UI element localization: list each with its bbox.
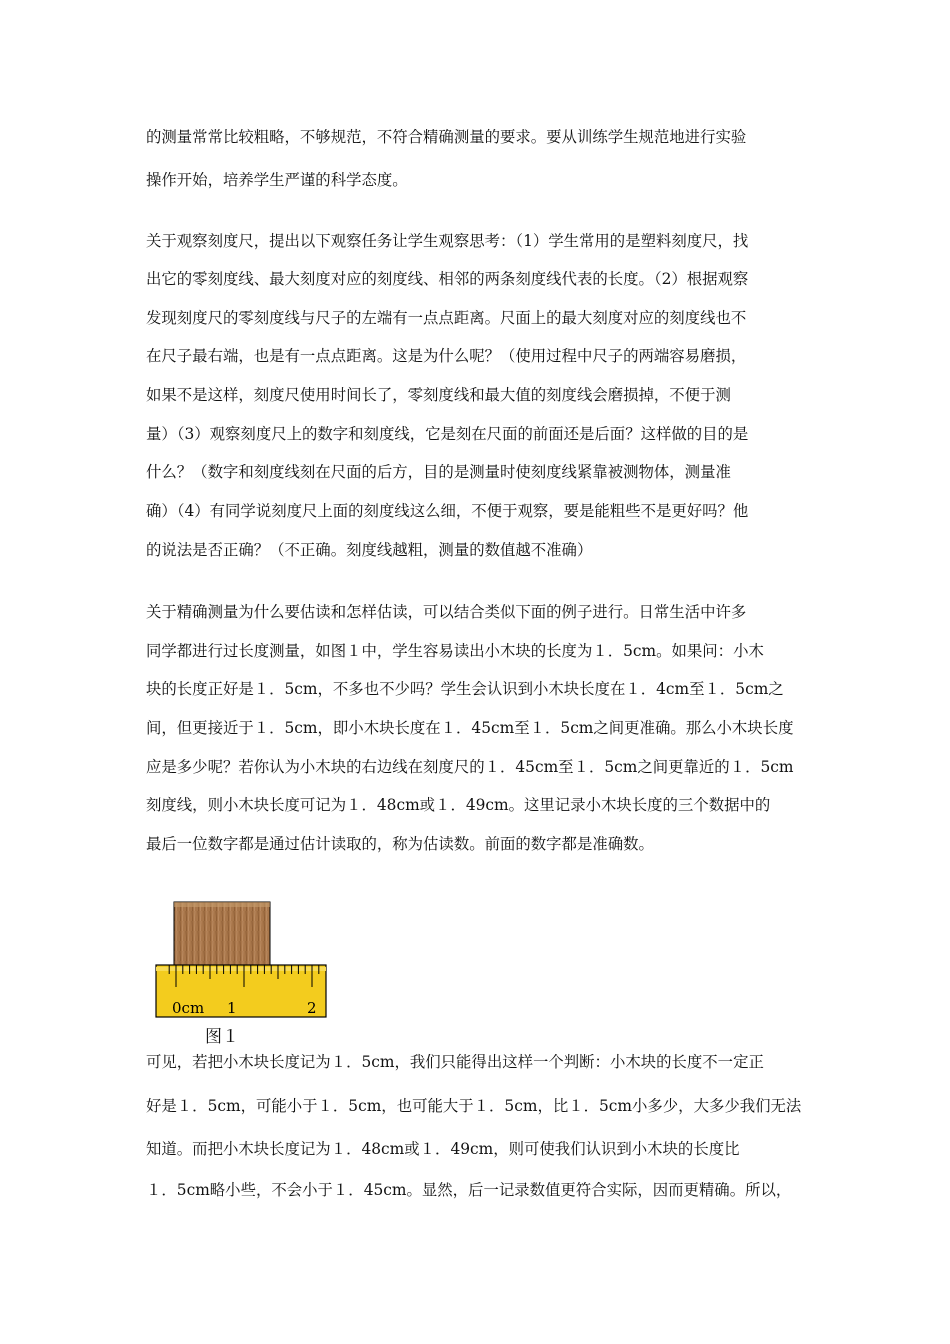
paragraph3-line: 刻度线，则小木块长度可记为１．48cm或１．49cm。这里记录小木块长度的三个数据中的 — [146, 796, 771, 814]
paragraph2-line: 在尺子最右端，也是有一点点距离。这是为什么呢？（使用过程中尺子的两端容易磨损， — [146, 347, 747, 365]
paragraph4-line: 好是１．5cm，可能小于１．5cm，也可能大于１．5cm，比１．5cm小多少，大多少我们无法 — [146, 1097, 802, 1115]
figure-caption: 图１ — [205, 1027, 239, 1047]
paragraph3-line: 关于精确测量为什么要估读和怎样估读，可以结合类似下面的例子进行。日常生活中许多 — [146, 603, 747, 621]
wood-block — [174, 902, 270, 965]
paragraph4-line: 知道。而把小木块长度记为１．48cm或１．49cm，则可使我们认识到小木块的长度比 — [146, 1140, 740, 1158]
paragraph2-line: 什么？（数字和刻度线刻在尺面的后方，目的是测量时使刻度线紧靠被测物体，测量准 — [146, 463, 731, 481]
paragraph3-line: 同学都进行过长度测量，如图１中，学生容易读出小木块的长度为１．5cm。如果问：小木 — [146, 642, 764, 660]
paragraph1-line: 的测量常常比较粗略，不够规范，不符合精确测量的要求。要从训练学生规范地进行实验 — [146, 128, 747, 146]
paragraph4-line: １．5cm略小些，不会小于１．45cm。显然，后一记录数值更符合实际，因而更精确。所以， — [146, 1181, 792, 1199]
paragraph2-line: 如果不是这样，刻度尺使用时间长了，零刻度线和最大值的刻度线会磨损掉，不便于测 — [146, 386, 731, 404]
paragraph2-line: 关于观察刻度尺，提出以下观察任务让学生观察思考：（1）学生常用的是塑料刻度尺，找 — [146, 232, 749, 250]
paragraph3-line: 应是多少呢？若你认为小木块的右边线在刻度尺的１．45cm至１．5cm之间更靠近的１．5cm — [146, 758, 794, 776]
paragraph3-line: 间，但更接近于１．5cm，即小木块长度在１．45cm至１．5cm之间更准确。那么小木块长度 — [146, 719, 794, 737]
paragraph2-line: 发现刻度尺的零刻度线与尺子的左端有一点点距离。尺面上的最大刻度对应的刻度线也不 — [146, 309, 747, 327]
ruler-label-1: 1 — [227, 999, 237, 1017]
ruler-label-2: 2 — [307, 999, 317, 1017]
paragraph3-line: 块的长度正好是１．5cm，不多也不少吗？学生会认识到小木块长度在１．4cm至１．5cm之 — [146, 680, 784, 698]
paragraph4-line: 可见，若把小木块长度记为１．5cm，我们只能得出这样一个判断：小木块的长度不一定正 — [146, 1053, 764, 1071]
ruler-label-0: 0cm — [172, 999, 205, 1017]
paragraph2-line: 的说法是否正确？（不正确。刻度线越粗，测量的数值越不准确） — [146, 541, 593, 559]
paragraph3-line: 最后一位数字都是通过估计读取的，称为估读数。前面的数字都是准确数。 — [146, 835, 654, 853]
ruler-figure — [155, 901, 327, 1018]
paragraph2-line: 出它的零刻度线、最大刻度对应的刻度线、相邻的两条刻度线代表的长度。（2）根据观察 — [146, 270, 749, 288]
paragraph2-line: 确）（4）有同学说刻度尺上面的刻度线这么细，不便于观察，要是能粗些不是更好吗？他 — [146, 502, 749, 520]
paragraph1-line: 操作开始，培养学生严谨的科学态度。 — [146, 171, 408, 189]
paragraph2-line: 量）（3）观察刻度尺上的数字和刻度线，它是刻在尺面的前面还是后面？这样做的目的是 — [146, 425, 749, 443]
